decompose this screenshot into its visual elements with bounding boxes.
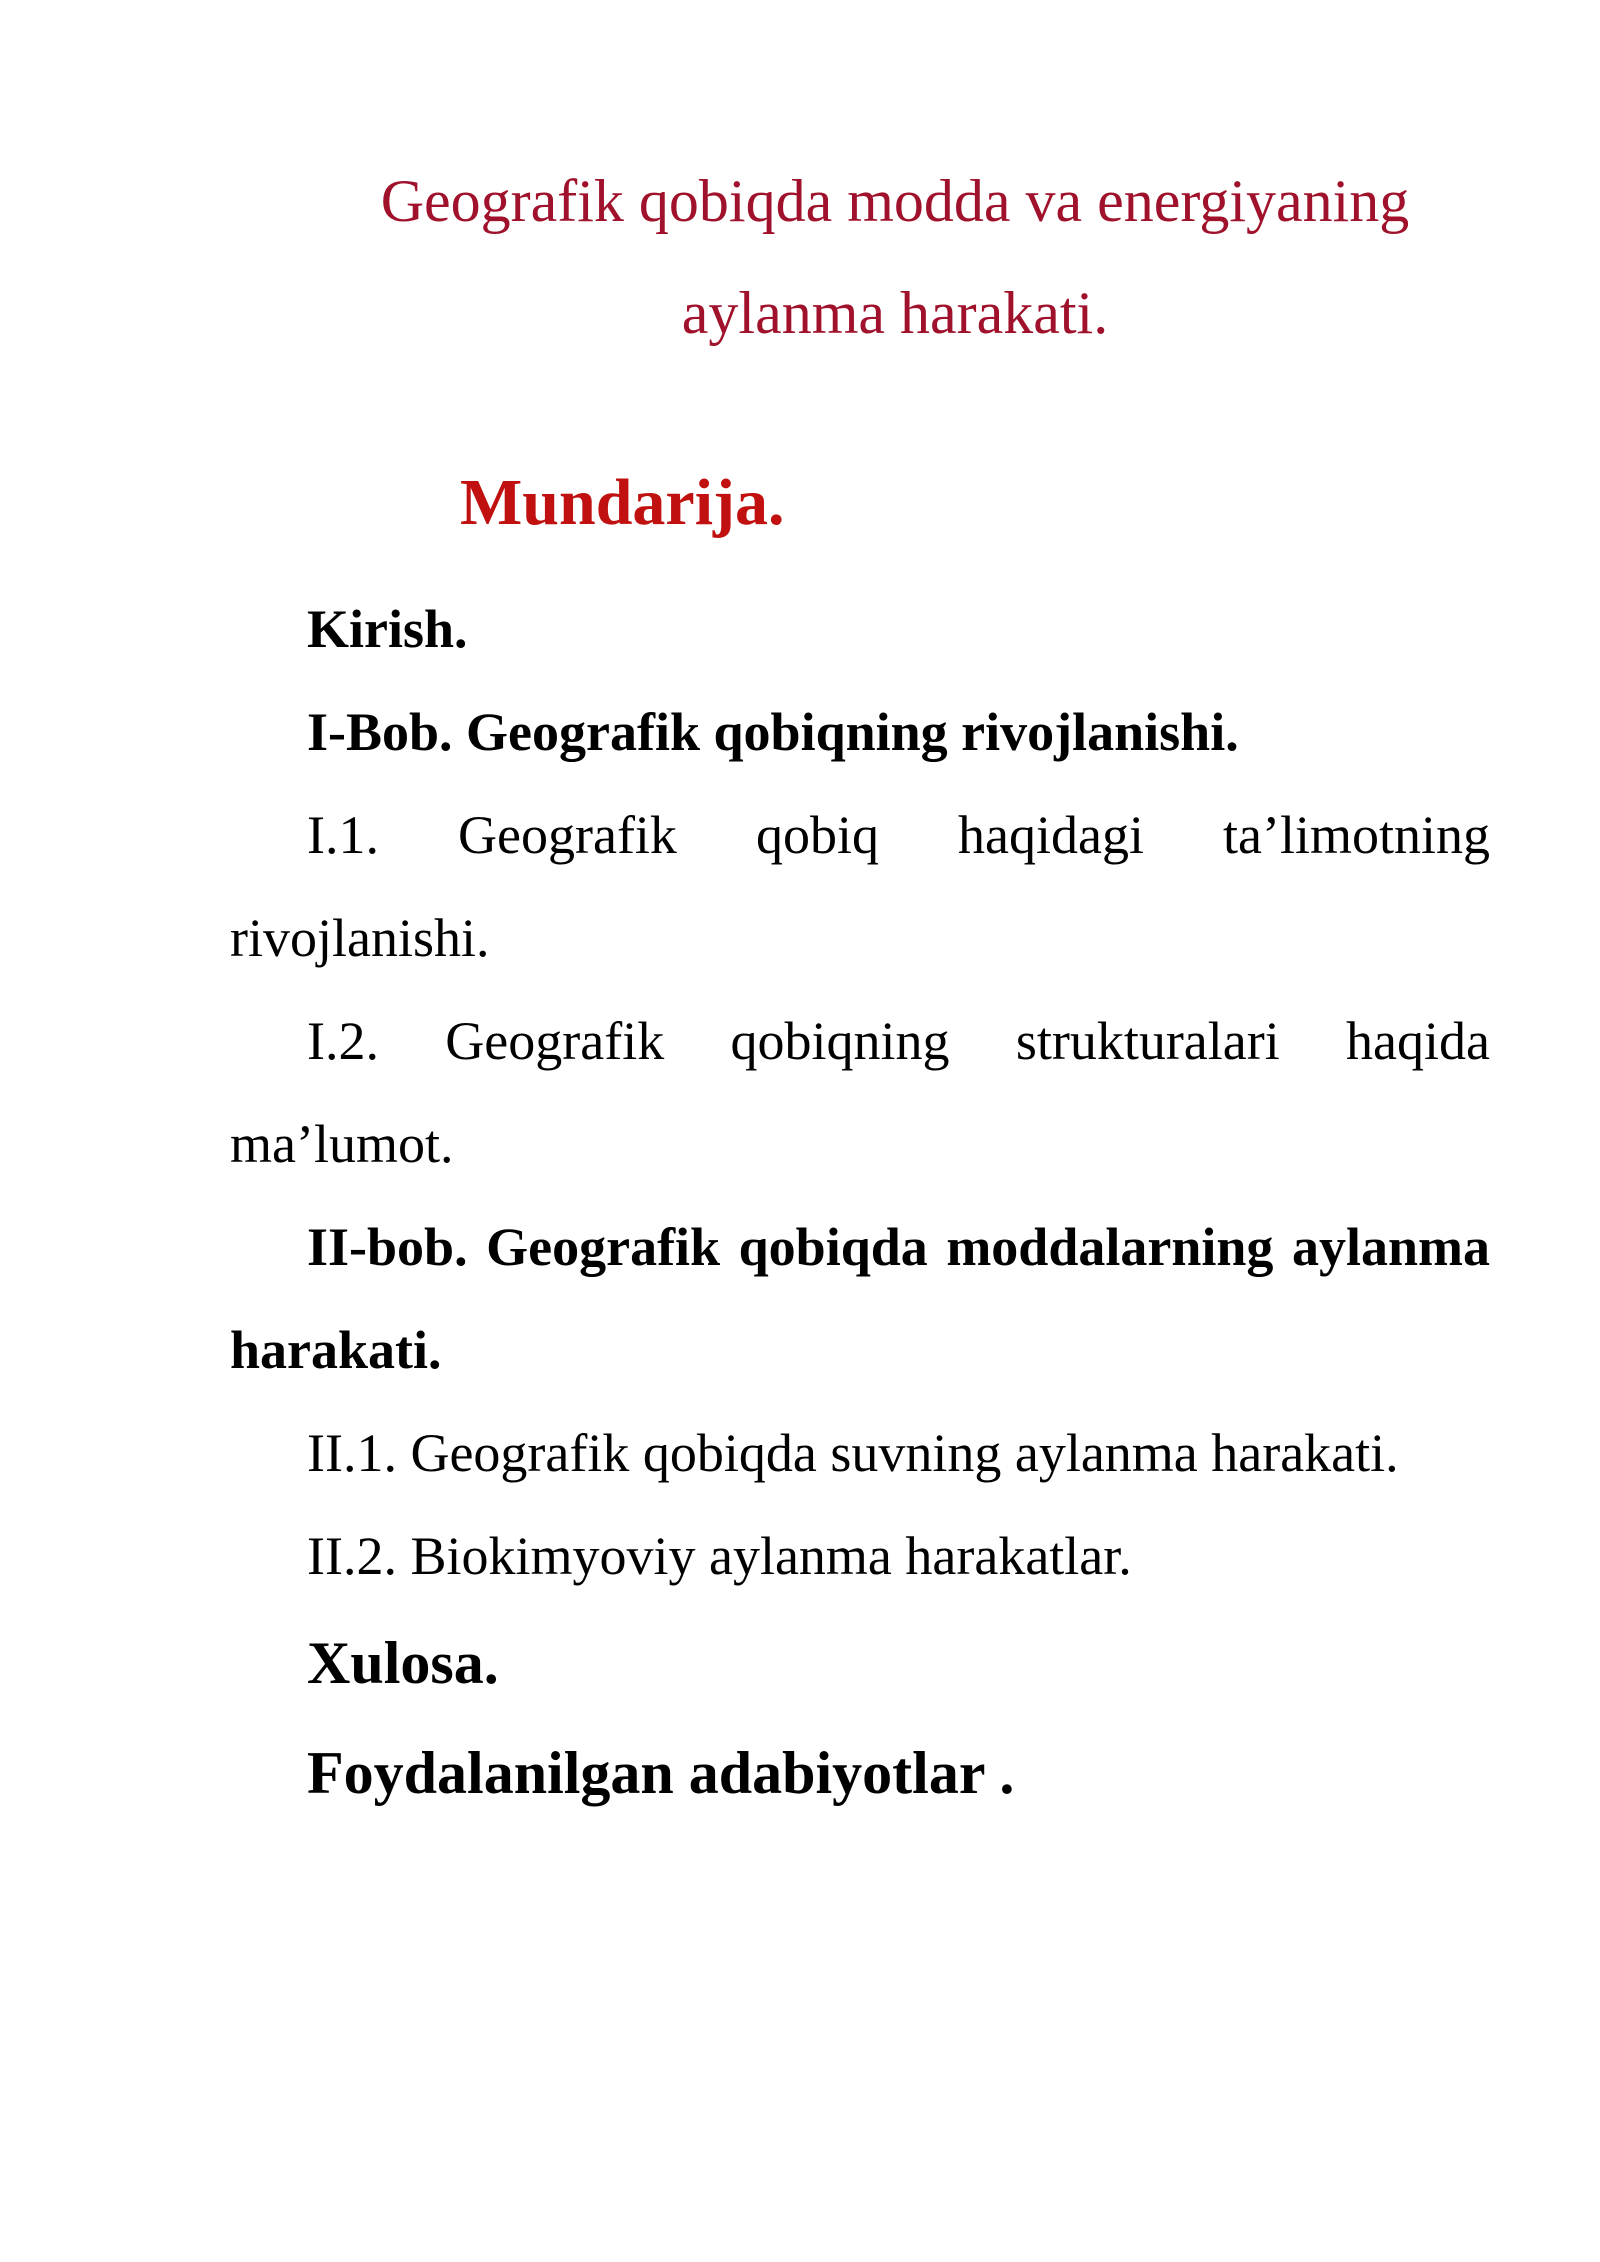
table-of-contents xyxy=(230,578,1490,1828)
toc-item-conclusion: Xulosa. xyxy=(307,1630,499,1696)
toc-item-chapter-2: II-bob. Geografik qobiqda moddalarning aylanma harakati. xyxy=(230,1217,1490,1380)
toc-item-section-1-2: I.2. Geografik qobiqning strukturalari haqida ma’lumot. xyxy=(230,1011,1490,1174)
toc-item-section-2-1: II.1. Geografik qobiqda suvning aylanma harakati. xyxy=(307,1423,1399,1483)
document-title: Geografik qobiqda modda va energiyaning aylanma harakati. xyxy=(380,168,1410,346)
toc-heading: Mundarija. xyxy=(460,466,785,539)
toc-item-chapter-1: I-Bob. Geografik qobiqning rivojlanishi. xyxy=(307,702,1239,762)
toc-item-section-1-1: I.1. Geografik qobiq haqidagi ta’limotning rivojlanishi. xyxy=(230,805,1490,968)
toc-item-references: Foydalanilgan adabiyotlar . xyxy=(307,1740,1015,1806)
toc-item-section-2-2: II.2. Biokimyoviy aylanma harakatlar. xyxy=(307,1526,1132,1586)
toc-item-introduction: Kirish. xyxy=(307,599,468,659)
